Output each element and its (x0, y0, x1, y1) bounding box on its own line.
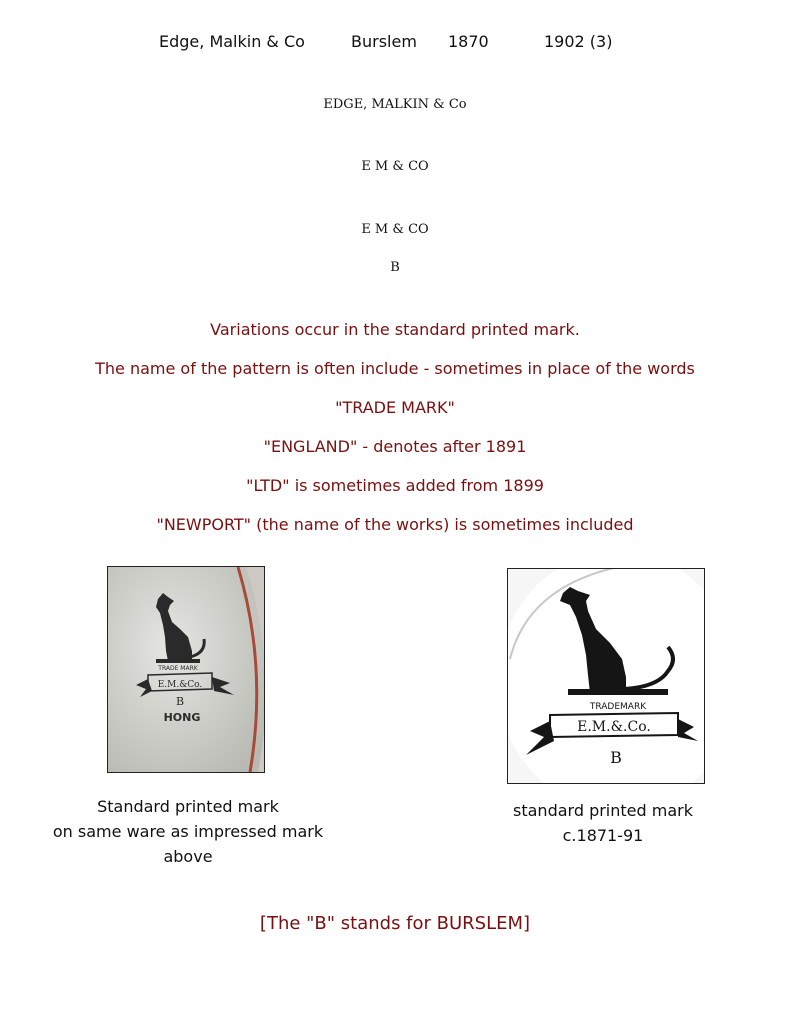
note-line: The name of the pattern is often include - sometimes in place of the words (95, 359, 695, 378)
caption-left (20, 794, 356, 869)
note-line: Variations occur in the standard printed mark. (210, 320, 580, 339)
pattern-name-left: HONG (163, 711, 201, 724)
trade-mark-text-left: TRADE MARK (158, 665, 198, 672)
ribbon-text-left: E.M.&Co. (157, 680, 203, 690)
mark-em-co-b: E M & CO (361, 222, 429, 237)
printed-mark-photo-left (107, 566, 265, 773)
caption-left-line: Standard printed mark (97, 797, 279, 816)
letter-b-right: B (610, 748, 622, 767)
printed-mark-left-image (108, 567, 264, 772)
letter-b-left: B (175, 695, 185, 708)
burslem-note: [The "B" stands for BURSLEM] (259, 913, 531, 934)
ribbon-text-right: E.M.&.Co. (577, 719, 651, 735)
caption-right (470, 798, 736, 848)
caption-right-line: c.1871-91 (562, 826, 644, 845)
printed-mark-right-image (508, 569, 704, 783)
caption-right-line: standard printed mark (513, 801, 693, 820)
mark-b-letter: B (390, 260, 400, 275)
mark-em-co: E M & CO (361, 159, 429, 174)
note-line: "TRADE MARK" (335, 398, 455, 417)
note-line: "LTD" is sometimes added from 1899 (246, 476, 544, 495)
town-name: Burslem (351, 32, 417, 51)
note-line: "NEWPORT" (the name of the works) is sometimes included (156, 515, 634, 534)
mark-edge-malkin: EDGE, MALKIN & Co (323, 97, 467, 112)
end-year: 1902 (3) (544, 32, 613, 51)
maker-name: Edge, Malkin & Co (159, 32, 305, 51)
trade-mark-text-right: TRADEMARK (589, 702, 647, 712)
printed-mark-photo-right (507, 568, 705, 784)
note-line: "ENGLAND" - denotes after 1891 (263, 437, 527, 456)
caption-left-line: above (163, 847, 213, 866)
start-year: 1870 (448, 32, 489, 51)
caption-left-line: on same ware as impressed mark (52, 822, 324, 841)
